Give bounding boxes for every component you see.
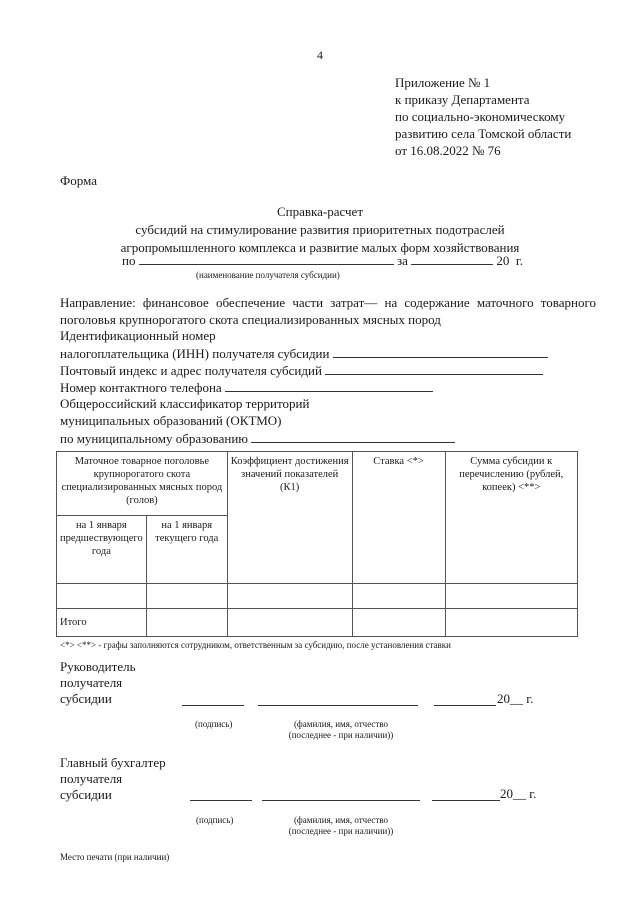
- table-cell[interactable]: [146, 584, 227, 609]
- form-label: Форма: [60, 173, 97, 188]
- header-coefficient: Коэффициент достижения значений показателей (К1): [227, 452, 352, 584]
- direction-text: Направление: финансовое обеспечение части затрат— на содержание маточного товарного поголовья крупнорогатого скота специализированных мясных пород: [60, 295, 596, 327]
- recipient-name-field[interactable]: [139, 252, 394, 265]
- title-line: агропромышленного комплекса и развитие малых форм хозяйствования: [120, 240, 520, 255]
- recipient-caption: (наименование получателя субсидии): [196, 270, 340, 280]
- postal-field[interactable]: [325, 362, 543, 375]
- table-cell[interactable]: [227, 609, 352, 637]
- recipient-line: [122, 252, 523, 269]
- appendix-block: [395, 74, 571, 159]
- po-label: по: [122, 253, 136, 268]
- head-title: [60, 659, 136, 707]
- appendix-line: по социально-экономическому: [395, 109, 566, 124]
- year-suffix: г.: [515, 253, 523, 268]
- oktmo-label: по муниципальному образованию: [60, 431, 249, 446]
- oktmo-field[interactable]: [251, 430, 455, 443]
- table-cell[interactable]: [445, 609, 577, 637]
- table-cell[interactable]: [445, 584, 577, 609]
- head-date-year: 20__ г.: [497, 691, 534, 706]
- accountant-name-caption: (фамилия, имя, отчество (последнее - при наличии)): [288, 815, 394, 836]
- title-line: субсидий на стимулирование развития приоритетных подотраслей: [135, 222, 505, 237]
- postal-label: Почтовый индекс и адрес получателя субсидий: [60, 363, 322, 378]
- postal-row: [60, 362, 543, 379]
- phone-field[interactable]: [225, 379, 433, 392]
- head-title-line: Руководитель: [60, 659, 136, 674]
- head-signature-caption: (подпись): [195, 719, 233, 729]
- head-title-line: получателя: [60, 675, 123, 690]
- oktmo-label-line1: Общероссийский классификатор территорий: [60, 396, 310, 411]
- stamp-note: Место печати (при наличии): [60, 852, 170, 862]
- table-cell[interactable]: [352, 609, 445, 637]
- accountant-signature-caption: (подпись): [196, 815, 234, 825]
- footnote: <*> <**> - графы заполняются сотрудником, ответственным за субсидию, после установления ставки: [60, 640, 451, 650]
- inn-field[interactable]: [333, 345, 548, 358]
- header-current-year: на 1 января текущего года: [146, 516, 227, 584]
- inn-label-line1: Идентификационный номер: [60, 328, 216, 343]
- accountant-name-field[interactable]: [262, 799, 420, 801]
- accountant-title-line: Главный бухгалтер: [60, 755, 166, 770]
- accountant-title: [60, 755, 166, 803]
- appendix-line: развитию села Томской области: [395, 126, 572, 141]
- inn-label: налогоплательщика (ИНН) получателя субсидии: [60, 346, 330, 361]
- total-row: [57, 609, 578, 637]
- phone-row: [60, 379, 433, 396]
- appendix-line: Приложение № 1: [395, 75, 491, 90]
- calculation-table: [56, 451, 578, 637]
- total-label: Итого: [57, 609, 147, 637]
- table-cell[interactable]: [57, 584, 147, 609]
- header-subsidy-sum: Сумма субсидии к перечислению (рублей, копеек) <**>: [445, 452, 577, 584]
- header-rate: Ставка <*>: [352, 452, 445, 584]
- year-label: 20: [496, 253, 510, 268]
- oktmo-label-line2: муниципальных образований (ОКТМО): [60, 413, 282, 428]
- head-name-caption: (фамилия, имя, отчество (последнее - при наличии)): [288, 719, 394, 740]
- header-previous-year: на 1 января предшествующего года: [57, 516, 147, 584]
- head-date-field[interactable]: [434, 704, 496, 706]
- appendix-line: от 16.08.2022 № 76: [395, 143, 501, 158]
- accountant-date-field[interactable]: [432, 799, 500, 801]
- table-cell[interactable]: [146, 609, 227, 637]
- head-name-field[interactable]: [258, 704, 418, 706]
- accountant-signature-field[interactable]: [190, 799, 252, 801]
- phone-label: Номер контактного телефона: [60, 380, 222, 395]
- document-title: [0, 203, 640, 257]
- title-line: Справка-расчет: [276, 204, 364, 219]
- oktmo-row: [60, 430, 455, 447]
- accountant-title-line: субсидии: [60, 787, 112, 802]
- appendix-line: к приказу Департамента: [395, 92, 530, 107]
- table-cell[interactable]: [352, 584, 445, 609]
- table-cell[interactable]: [227, 584, 352, 609]
- inn-row: [60, 345, 548, 362]
- page-number: 4: [317, 48, 323, 62]
- period-field[interactable]: [411, 252, 493, 265]
- za-label: за: [396, 253, 408, 268]
- accountant-title-line: получателя: [60, 771, 123, 786]
- accountant-date-year: 20__ г.: [500, 786, 537, 801]
- head-signature-field[interactable]: [182, 704, 244, 706]
- header-livestock: Маточное товарное поголовье крупнорогатого скота специализированных мясных пород (голов): [57, 452, 228, 516]
- head-title-line: субсидии: [60, 691, 112, 706]
- table-row: [57, 584, 578, 609]
